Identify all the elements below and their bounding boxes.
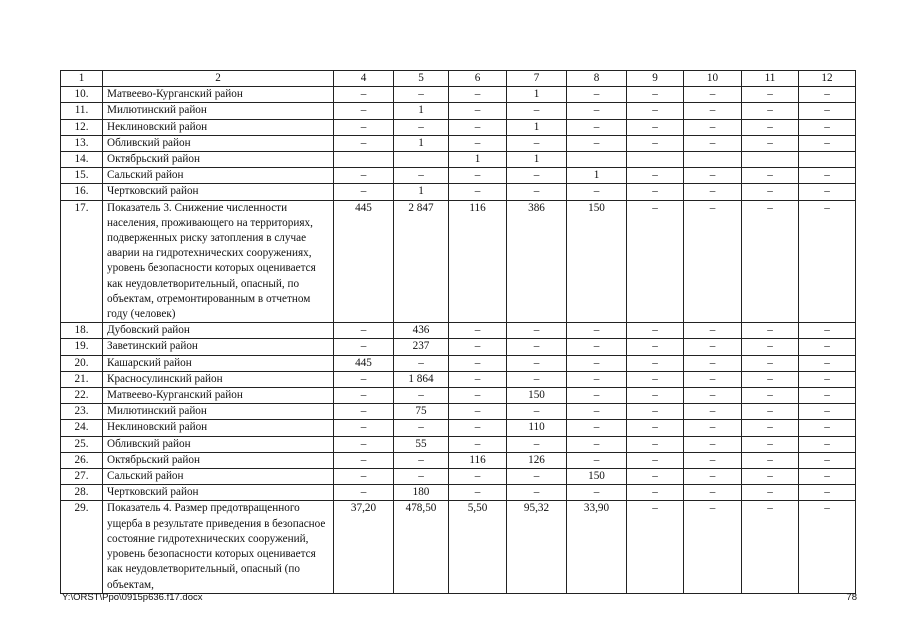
- table-cell: 55: [394, 436, 449, 452]
- table-cell: [567, 152, 627, 168]
- table-cell: 1 864: [394, 371, 449, 387]
- table-cell: –: [334, 436, 394, 452]
- table-cell: –: [449, 339, 507, 355]
- table-cell: –: [684, 200, 742, 323]
- table-cell: [627, 152, 684, 168]
- table-cell: –: [507, 469, 567, 485]
- table-cell: –: [334, 452, 394, 468]
- row-label: Показатель 4. Размер предотвращенного ущерба в результате приведения в безопасное состояние гидротехнических сооружений, уровень безопасности которых оценивается как неудовлетворительный, опасный (по объектам,: [103, 501, 334, 593]
- table-cell: –: [334, 184, 394, 200]
- table-cell: 445: [334, 200, 394, 323]
- table-cell: –: [394, 87, 449, 103]
- table-row: [61, 339, 856, 355]
- table-cell: 1: [507, 87, 567, 103]
- table-cell: –: [507, 168, 567, 184]
- table-cell: 5,50: [449, 501, 507, 593]
- table-cell: [394, 152, 449, 168]
- table-cell: –: [567, 420, 627, 436]
- table-cell: –: [394, 388, 449, 404]
- table-row: [61, 469, 856, 485]
- table-cell: [334, 152, 394, 168]
- column-header: 1: [61, 71, 103, 87]
- table-row: [61, 87, 856, 103]
- table-cell: –: [334, 339, 394, 355]
- table-cell: –: [742, 184, 799, 200]
- table-cell: –: [742, 404, 799, 420]
- table-cell: –: [567, 355, 627, 371]
- table-cell: –: [627, 388, 684, 404]
- table-cell: –: [627, 469, 684, 485]
- table-cell: –: [627, 119, 684, 135]
- table-cell: –: [334, 420, 394, 436]
- row-label: Красносулинский район: [103, 371, 334, 387]
- table-cell: 75: [394, 404, 449, 420]
- table-cell: –: [627, 103, 684, 119]
- table-cell: –: [449, 420, 507, 436]
- table-cell: –: [507, 135, 567, 151]
- row-label: Милютинский район: [103, 404, 334, 420]
- table-row: [61, 152, 856, 168]
- row-number: 22.: [61, 388, 103, 404]
- table-cell: –: [799, 184, 856, 200]
- row-label: Матвеево-Курганский район: [103, 87, 334, 103]
- row-label: Обливский район: [103, 436, 334, 452]
- table-cell: –: [684, 135, 742, 151]
- table-row: [61, 420, 856, 436]
- row-label: Показатель 3. Снижение численности населения, проживающего на территориях, подверженных риску затопления в случае аварии на гидротехнических сооружениях, уровень безопасности которых оценивается как неудовлетворительный, опасный, по объектам, отремонтированным в отчетном году (человек): [103, 200, 334, 323]
- table-cell: [684, 152, 742, 168]
- table-cell: –: [567, 119, 627, 135]
- table-cell: –: [627, 420, 684, 436]
- table-row: [61, 323, 856, 339]
- table-cell: –: [394, 452, 449, 468]
- table-cell: –: [627, 339, 684, 355]
- table-cell: –: [567, 404, 627, 420]
- table-cell: [742, 152, 799, 168]
- table-cell: –: [799, 485, 856, 501]
- table-cell: –: [684, 184, 742, 200]
- table-cell: 1: [394, 135, 449, 151]
- table-cell: –: [742, 339, 799, 355]
- row-label: Сальский район: [103, 168, 334, 184]
- row-number: 12.: [61, 119, 103, 135]
- table-cell: –: [567, 452, 627, 468]
- table-cell: –: [684, 323, 742, 339]
- table-cell: –: [799, 103, 856, 119]
- table-cell: –: [449, 323, 507, 339]
- table-cell: –: [567, 436, 627, 452]
- table-row: [61, 168, 856, 184]
- table-cell: –: [449, 388, 507, 404]
- table-cell: –: [567, 135, 627, 151]
- table-cell: 116: [449, 452, 507, 468]
- row-label: Обливский район: [103, 135, 334, 151]
- row-label: Чертковский район: [103, 485, 334, 501]
- table-cell: –: [684, 469, 742, 485]
- table-cell: –: [627, 436, 684, 452]
- column-header: 11: [742, 71, 799, 87]
- table-row: [61, 452, 856, 468]
- table-row: [61, 135, 856, 151]
- table-cell: –: [627, 404, 684, 420]
- table-cell: –: [799, 501, 856, 593]
- table-cell: –: [742, 103, 799, 119]
- table-cell: 2 847: [394, 200, 449, 323]
- row-number: 10.: [61, 87, 103, 103]
- row-label: Неклиновский район: [103, 420, 334, 436]
- table-cell: –: [449, 119, 507, 135]
- table-row: [61, 436, 856, 452]
- table-cell: –: [684, 404, 742, 420]
- table-cell: –: [334, 485, 394, 501]
- table-row: [61, 200, 856, 323]
- row-number: 29.: [61, 501, 103, 593]
- column-header: 8: [567, 71, 627, 87]
- table-cell: –: [799, 436, 856, 452]
- table-cell: –: [799, 420, 856, 436]
- table-cell: –: [334, 119, 394, 135]
- table-cell: –: [507, 184, 567, 200]
- row-label: Матвеево-Курганский район: [103, 388, 334, 404]
- table-cell: –: [394, 469, 449, 485]
- table-cell: –: [334, 388, 394, 404]
- table-cell: –: [334, 168, 394, 184]
- table-cell: –: [567, 371, 627, 387]
- data-table: [60, 70, 856, 594]
- table-cell: –: [684, 420, 742, 436]
- table-cell: –: [684, 87, 742, 103]
- table-cell: –: [567, 87, 627, 103]
- table-cell: –: [449, 168, 507, 184]
- table-cell: –: [627, 323, 684, 339]
- table-cell: –: [684, 371, 742, 387]
- table-cell: –: [799, 87, 856, 103]
- table-cell: –: [567, 184, 627, 200]
- table-row: [61, 388, 856, 404]
- table-cell: –: [449, 436, 507, 452]
- table-cell: –: [627, 200, 684, 323]
- file-path: Y:\ORST\Ppo\0915p636.f17.docx: [62, 592, 203, 603]
- column-header: 7: [507, 71, 567, 87]
- table-cell: 110: [507, 420, 567, 436]
- table-cell: –: [334, 103, 394, 119]
- page-number: 78: [846, 592, 857, 603]
- table-cell: –: [799, 135, 856, 151]
- table-cell: –: [742, 323, 799, 339]
- table-cell: –: [799, 404, 856, 420]
- table-cell: 180: [394, 485, 449, 501]
- table-cell: –: [742, 452, 799, 468]
- table-cell: –: [799, 200, 856, 323]
- table-cell: –: [334, 371, 394, 387]
- row-label: Дубовский район: [103, 323, 334, 339]
- table-cell: 1: [507, 152, 567, 168]
- row-number: 17.: [61, 200, 103, 323]
- row-label: Неклиновский район: [103, 119, 334, 135]
- table-row: [61, 371, 856, 387]
- column-header: 9: [627, 71, 684, 87]
- row-number: 20.: [61, 355, 103, 371]
- table-cell: 150: [507, 388, 567, 404]
- row-label: Заветинский район: [103, 339, 334, 355]
- table-cell: –: [507, 436, 567, 452]
- table-cell: –: [627, 485, 684, 501]
- table-cell: –: [627, 501, 684, 593]
- table-cell: –: [742, 501, 799, 593]
- table-cell: –: [507, 404, 567, 420]
- table-cell: 237: [394, 339, 449, 355]
- table-cell: –: [334, 404, 394, 420]
- table-cell: 436: [394, 323, 449, 339]
- table-cell: –: [799, 323, 856, 339]
- row-number: 15.: [61, 168, 103, 184]
- table-cell: –: [449, 135, 507, 151]
- table-cell: –: [799, 119, 856, 135]
- table-cell: –: [627, 168, 684, 184]
- table-cell: –: [684, 339, 742, 355]
- column-header: 12: [799, 71, 856, 87]
- table-cell: 95,32: [507, 501, 567, 593]
- row-label: Милютинский район: [103, 103, 334, 119]
- table-cell: –: [684, 119, 742, 135]
- row-number: 21.: [61, 371, 103, 387]
- table-row: [61, 485, 856, 501]
- table-cell: –: [449, 355, 507, 371]
- table-cell: –: [684, 452, 742, 468]
- table-cell: –: [507, 371, 567, 387]
- table-cell: –: [394, 119, 449, 135]
- table-cell: –: [449, 184, 507, 200]
- table-cell: 33,90: [567, 501, 627, 593]
- table-cell: –: [507, 339, 567, 355]
- table-cell: 1: [449, 152, 507, 168]
- table-cell: –: [799, 388, 856, 404]
- table-cell: –: [567, 323, 627, 339]
- table-cell: –: [449, 469, 507, 485]
- table-cell: 445: [334, 355, 394, 371]
- table-cell: –: [567, 339, 627, 355]
- table-row: [61, 103, 856, 119]
- table-cell: –: [684, 388, 742, 404]
- table-cell: 478,50: [394, 501, 449, 593]
- table-cell: –: [799, 371, 856, 387]
- table-cell: 116: [449, 200, 507, 323]
- table-cell: 126: [507, 452, 567, 468]
- row-number: 14.: [61, 152, 103, 168]
- table-cell: –: [449, 404, 507, 420]
- document-table-region: [60, 70, 856, 594]
- table-cell: –: [742, 87, 799, 103]
- table-cell: –: [742, 168, 799, 184]
- table-cell: –: [627, 135, 684, 151]
- table-cell: 150: [567, 200, 627, 323]
- row-number: 23.: [61, 404, 103, 420]
- row-number: 19.: [61, 339, 103, 355]
- table-cell: –: [394, 420, 449, 436]
- table-cell: [799, 152, 856, 168]
- table-row: [61, 184, 856, 200]
- column-header: 2: [103, 71, 334, 87]
- row-number: 28.: [61, 485, 103, 501]
- table-cell: –: [684, 103, 742, 119]
- row-number: 27.: [61, 469, 103, 485]
- table-cell: –: [627, 184, 684, 200]
- table-cell: –: [742, 200, 799, 323]
- table-cell: –: [742, 388, 799, 404]
- table-cell: –: [684, 436, 742, 452]
- table-row: [61, 501, 856, 593]
- table-cell: 1: [394, 184, 449, 200]
- table-cell: 150: [567, 469, 627, 485]
- table-cell: –: [394, 355, 449, 371]
- column-header: 10: [684, 71, 742, 87]
- table-cell: –: [567, 388, 627, 404]
- table-cell: –: [684, 501, 742, 593]
- table-row: [61, 355, 856, 371]
- table-cell: –: [334, 323, 394, 339]
- table-cell: –: [742, 135, 799, 151]
- table-cell: 1: [394, 103, 449, 119]
- table-cell: 1: [507, 119, 567, 135]
- table-cell: –: [394, 168, 449, 184]
- row-number: 11.: [61, 103, 103, 119]
- table-cell: –: [627, 355, 684, 371]
- table-cell: –: [334, 135, 394, 151]
- table-cell: –: [449, 485, 507, 501]
- row-label: Чертковский район: [103, 184, 334, 200]
- table-cell: –: [799, 168, 856, 184]
- table-cell: –: [334, 469, 394, 485]
- table-cell: –: [742, 469, 799, 485]
- row-number: 16.: [61, 184, 103, 200]
- row-label: Кашарский район: [103, 355, 334, 371]
- table-cell: –: [449, 371, 507, 387]
- table-cell: –: [567, 485, 627, 501]
- table-cell: –: [684, 168, 742, 184]
- table-cell: –: [742, 355, 799, 371]
- row-number: 24.: [61, 420, 103, 436]
- table-cell: –: [627, 371, 684, 387]
- table-cell: –: [507, 103, 567, 119]
- table-cell: –: [449, 87, 507, 103]
- table-row: [61, 404, 856, 420]
- table-cell: –: [799, 469, 856, 485]
- header-row: [61, 71, 856, 87]
- column-header: 5: [394, 71, 449, 87]
- table-cell: –: [742, 436, 799, 452]
- table-cell: 386: [507, 200, 567, 323]
- table-cell: –: [507, 323, 567, 339]
- row-number: 18.: [61, 323, 103, 339]
- table-cell: –: [507, 485, 567, 501]
- table-cell: –: [742, 485, 799, 501]
- table-cell: –: [742, 371, 799, 387]
- row-label: Октябрьский район: [103, 152, 334, 168]
- table-cell: –: [684, 355, 742, 371]
- table-cell: 37,20: [334, 501, 394, 593]
- table-cell: –: [742, 119, 799, 135]
- table-cell: –: [799, 452, 856, 468]
- table-cell: –: [799, 355, 856, 371]
- table-cell: –: [507, 355, 567, 371]
- table-cell: –: [449, 103, 507, 119]
- row-number: 26.: [61, 452, 103, 468]
- table-cell: –: [684, 485, 742, 501]
- row-number: 13.: [61, 135, 103, 151]
- column-header: 4: [334, 71, 394, 87]
- table-cell: –: [742, 420, 799, 436]
- table-cell: –: [799, 339, 856, 355]
- row-label: Октябрьский район: [103, 452, 334, 468]
- table-cell: –: [627, 452, 684, 468]
- table-row: [61, 119, 856, 135]
- table-cell: 1: [567, 168, 627, 184]
- table-cell: –: [627, 87, 684, 103]
- row-label: Сальский район: [103, 469, 334, 485]
- table-cell: –: [334, 87, 394, 103]
- column-header: 6: [449, 71, 507, 87]
- table-cell: –: [567, 103, 627, 119]
- row-number: 25.: [61, 436, 103, 452]
